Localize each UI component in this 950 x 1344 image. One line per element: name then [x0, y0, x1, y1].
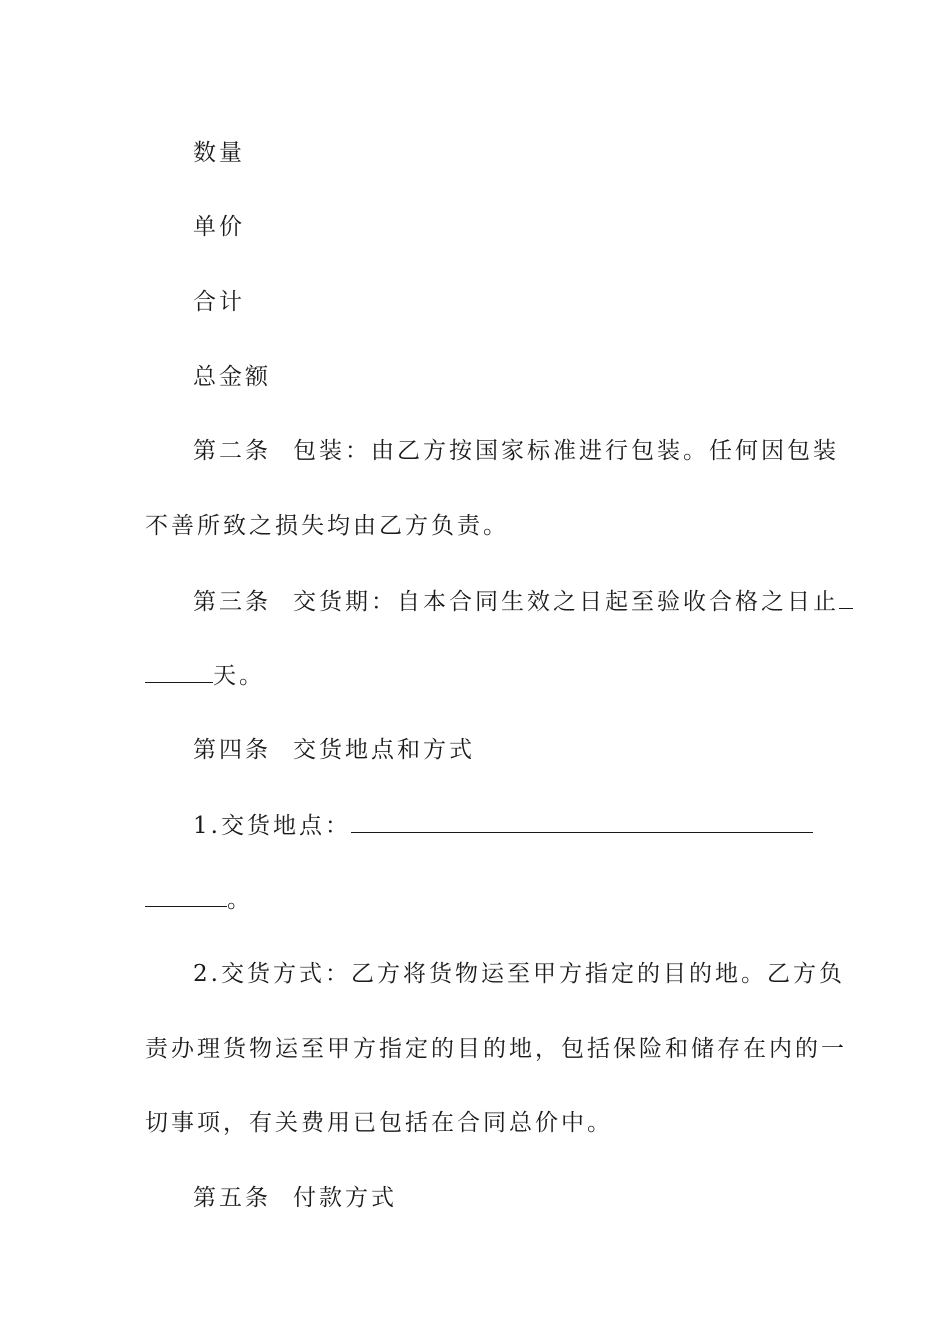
article4-heading-line: [145, 735, 858, 765]
delivery-place-line: [145, 810, 858, 841]
delivery-method-line2: 责办理货物运至甲方指定的目的地，包括保险和储存在内的一: [145, 1036, 847, 1062]
article3-heading: 第三条: [193, 589, 271, 615]
delivery-place-label: 1.交货地点：: [193, 813, 351, 839]
delivery-method-line3: 切事项，有关费用已包括在合同总价中。: [145, 1110, 613, 1136]
item-total-amount: 总金额: [193, 364, 271, 390]
article3-line1: [145, 586, 858, 617]
article3-line2: [145, 660, 810, 691]
article3-text1: 交货期：自本合同生效之日起至验收合格之日止: [293, 589, 839, 615]
article3-blank-start: [839, 586, 853, 609]
article4-title: 交货地点和方式: [293, 737, 475, 763]
item-unit-price: 单价: [193, 214, 245, 240]
article5-heading-line: [145, 1183, 858, 1213]
article2-line1: [145, 436, 858, 466]
article3-suffix: 天。: [213, 663, 265, 689]
delivery-method-line1: 2.交货方式：乙方将货物运至甲方指定的目的地。乙方负: [193, 961, 845, 987]
item-quantity: 数量: [193, 140, 245, 166]
delivery-place-blank: [351, 810, 813, 833]
delivery-place-blank-cont: [145, 884, 227, 907]
delivery-place-suffix: 。: [227, 887, 253, 913]
article2-heading: 第二条: [193, 438, 271, 464]
delivery-place-line2: [145, 884, 810, 915]
article3-days-blank: [145, 660, 213, 683]
article5-heading: 第五条: [193, 1185, 271, 1211]
article4-heading: 第四条: [193, 737, 271, 763]
item-subtotal: 合计: [193, 289, 245, 315]
article2-text1: 包装：由乙方按国家标准进行包装。任何因包装: [293, 438, 839, 464]
article2-line2: 不善所致之损失均由乙方负责。: [145, 513, 509, 539]
article5-title: 付款方式: [293, 1185, 397, 1211]
